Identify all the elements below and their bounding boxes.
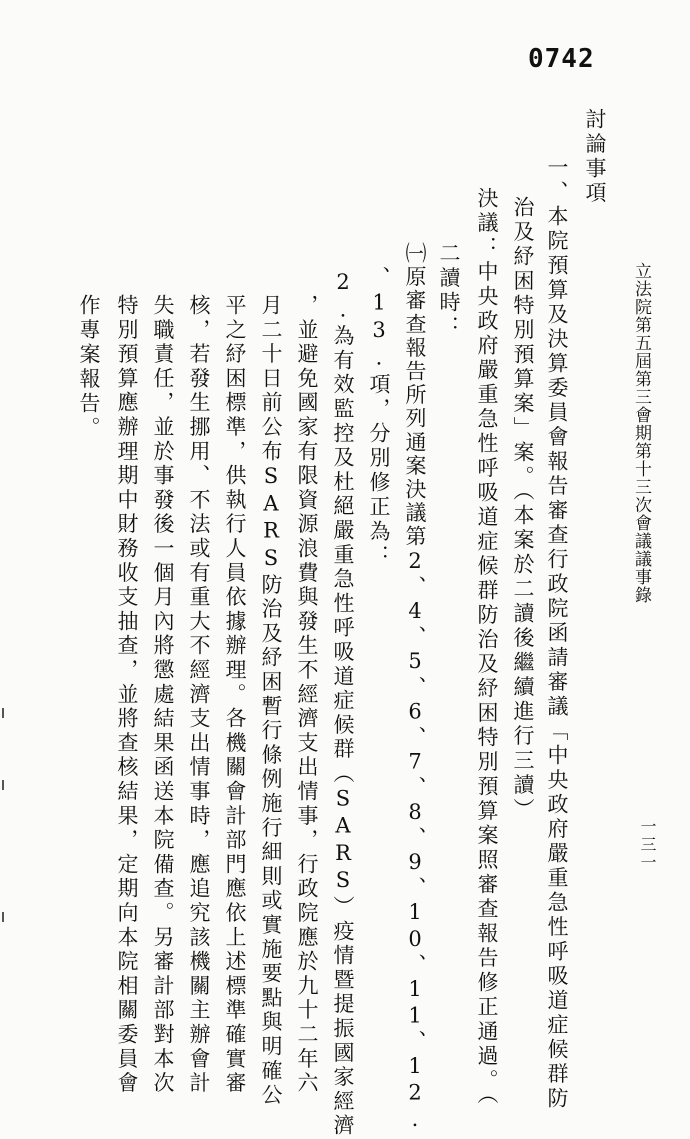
- second-reading-label: 二讀時：: [437, 242, 461, 340]
- clause-2-line-3: 月二十日前公布SARS防治及紓困暫行條例施行細則或實施要點與明確公: [259, 294, 283, 1108]
- margin-mark: [2, 780, 4, 790]
- sub-item-1-line-2: 、13.項，分別修正為：: [367, 266, 391, 569]
- sub-item-1-line-1: ㈠原審查報告所列通案決議第2、4、5、6、7、8、9、10、11、12.: [403, 242, 427, 1134]
- section-title: 討論事項: [583, 108, 607, 206]
- clause-2-line-8: 作專案報告。: [77, 294, 101, 441]
- resolution-line: 決議：中央政府嚴重急性呼吸道症候群防治及紓困特別預算案照審查報告修正通過。（: [475, 187, 499, 1108]
- clause-2-line-1: 2.為有效監控及杜絕嚴重急性呼吸道症候群（SARS）疫情暨提振國家經濟: [331, 270, 355, 1139]
- margin-mark: [2, 708, 4, 718]
- margin-mark: [2, 912, 4, 922]
- page-number: 0742: [528, 44, 595, 74]
- clause-2-line-6: 失職責任，並於事發後一個月內將懲處結果函送本院備查。另審計部對本次: [151, 294, 175, 1096]
- clause-2-line-5: 核，若發生挪用、不法或有重大不經濟支出情事時，應追究該機關主辦會計: [187, 294, 211, 1096]
- clause-2-line-4: 平之紓困標準，供執行人員依據辦理。各機關會計部門應依上述標準確實審: [223, 294, 247, 1096]
- clause-2-line-7: 特別預算應辦理期中財務收支抽查，並將查核結果，定期向本院相關委員會: [115, 294, 139, 1096]
- running-header: 立法院第五屆第三會期第十三次會議議事錄: [631, 262, 651, 604]
- item-1-line-1: 一、本院預算及決算委員會報告審查行政院函請審議「中央政府嚴重急性呼吸道症候群防: [545, 156, 569, 1112]
- item-1-line-2: 治及紓困特別預算案」案。（本案於二讀後繼續進行三讀）: [511, 196, 535, 823]
- folio: 一三一: [638, 818, 657, 872]
- clause-2-line-2: ，並避免國家有限資源浪費與發生不經濟支出情事，行政院應於九十二年六: [295, 294, 319, 1096]
